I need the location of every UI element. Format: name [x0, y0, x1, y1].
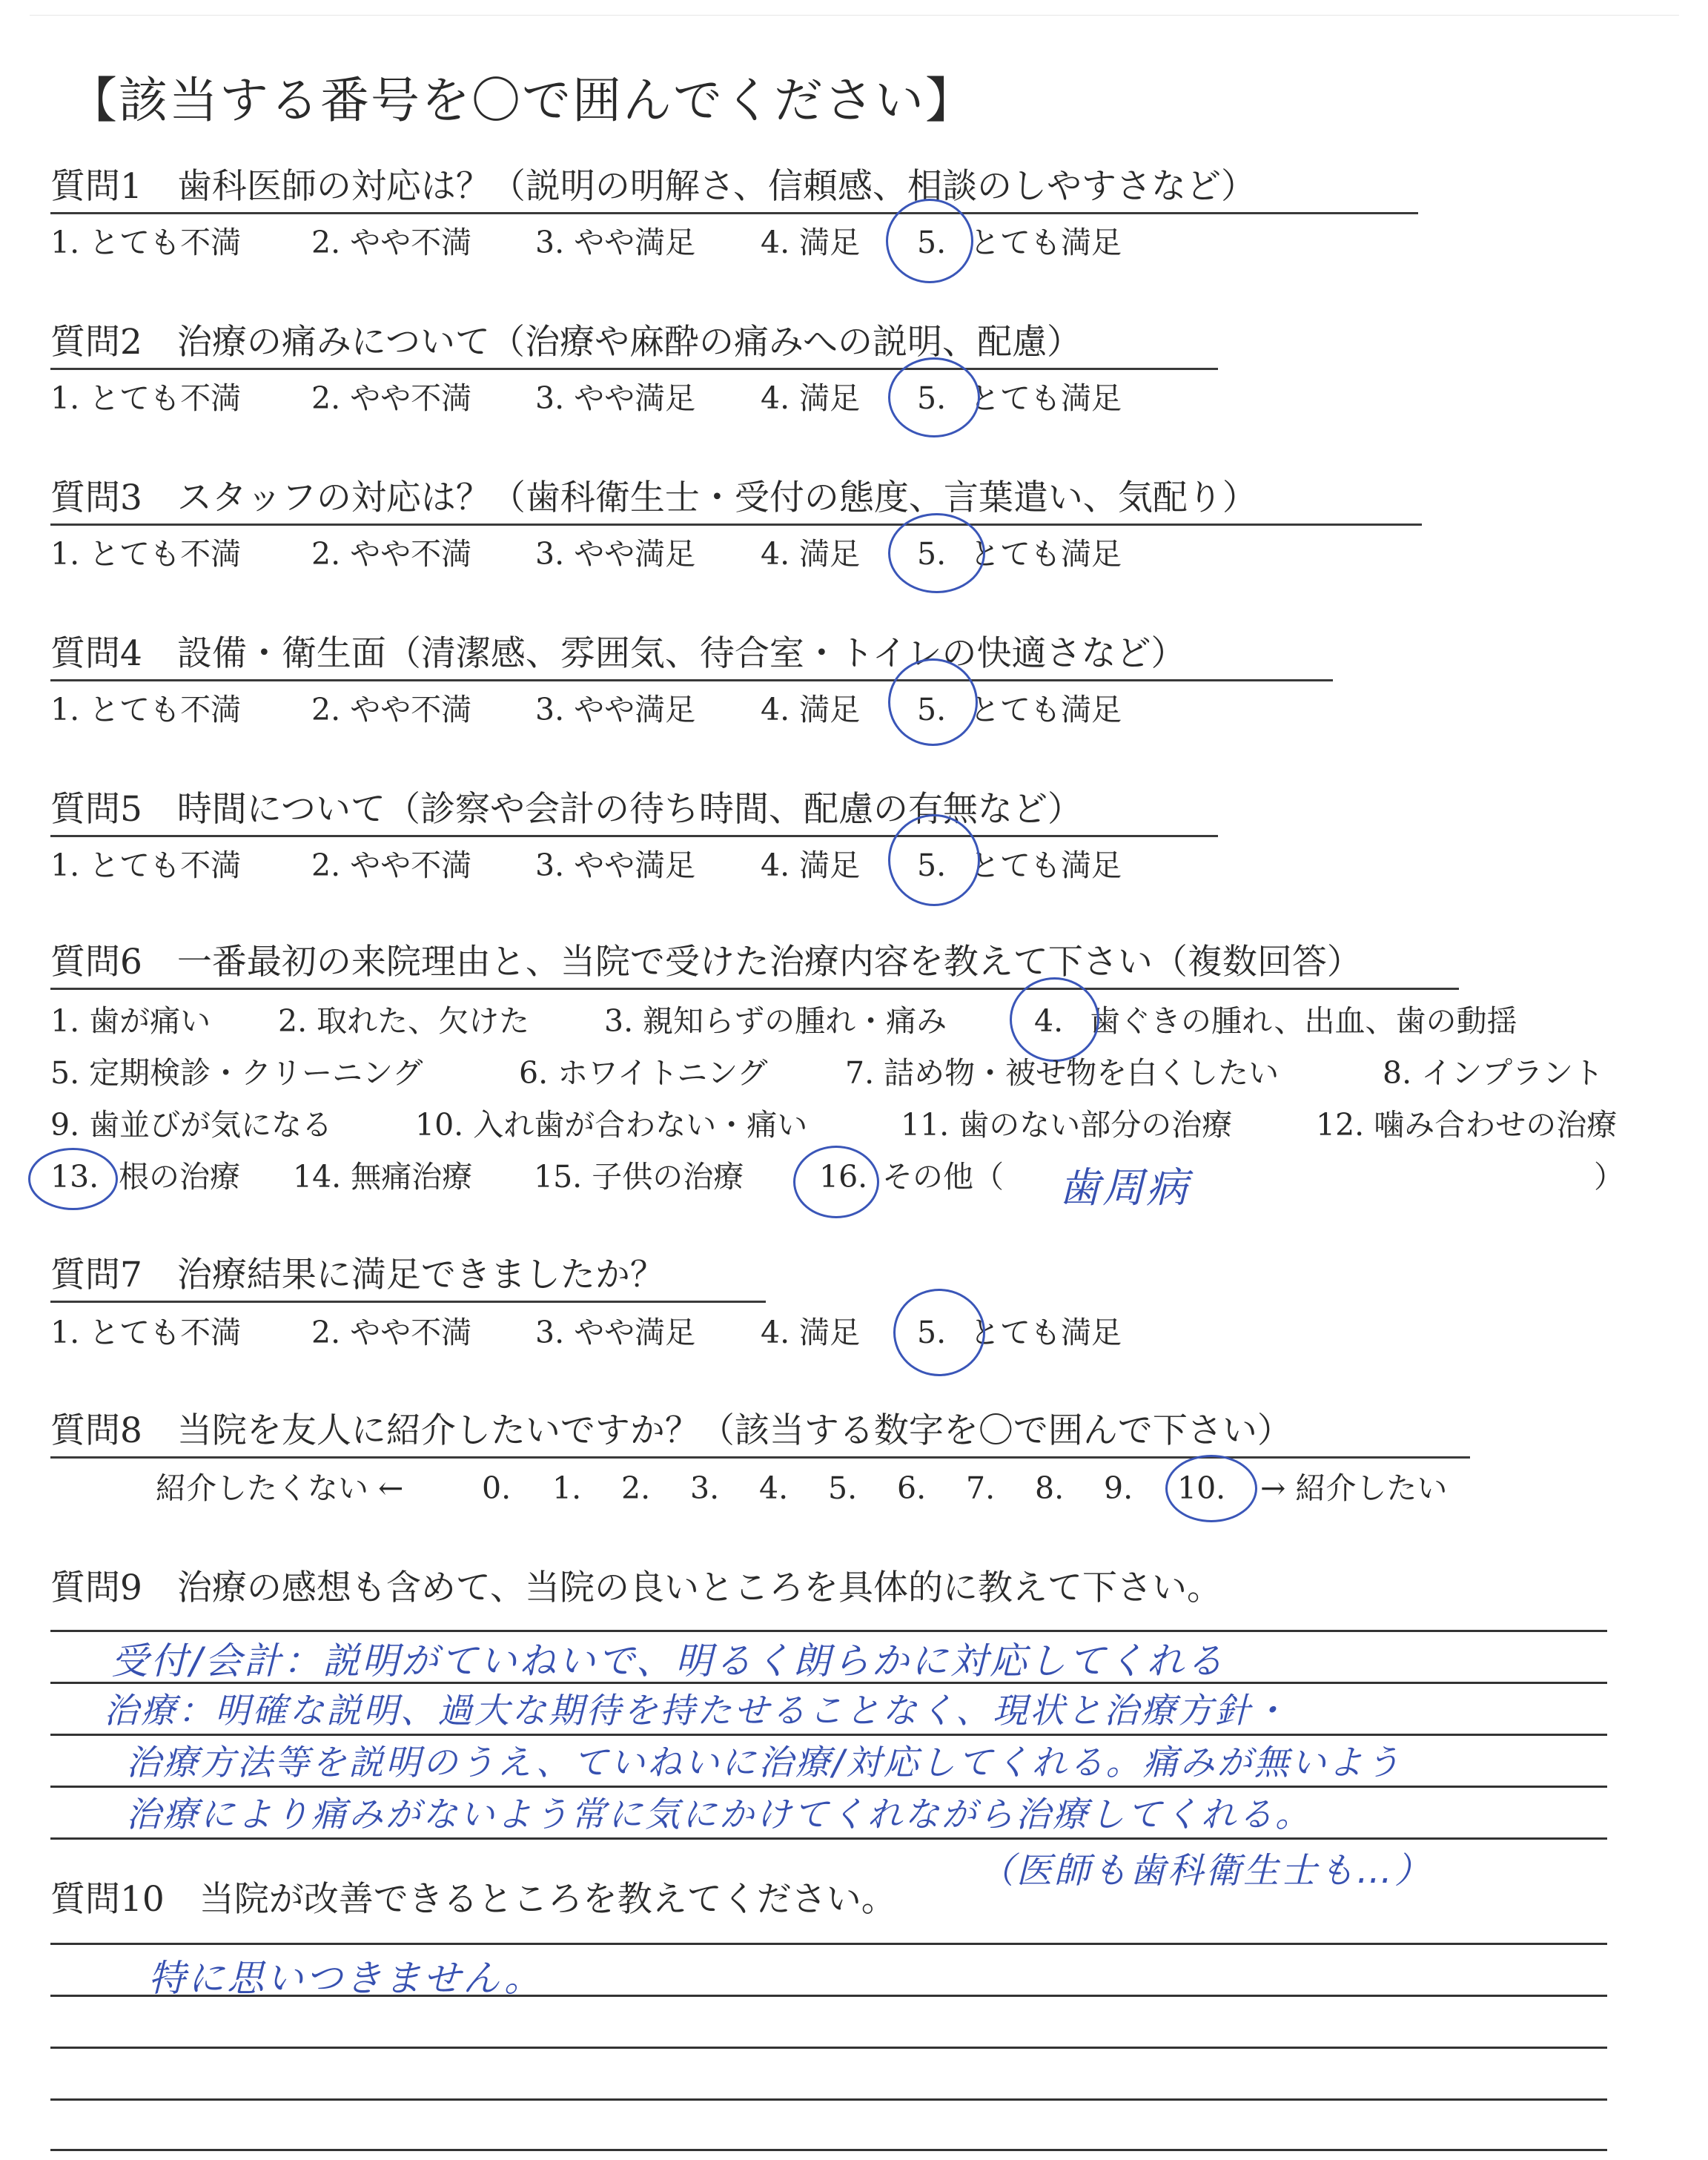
q8-opt-3[interactable]: 3. [690, 1470, 720, 1506]
q6-opt-12[interactable]: 12. 噛み合わせの治療 [1316, 1107, 1618, 1143]
q9-handwriting-2: 治療：明確な説明、過大な期待を持たせることなく、現状と治療方針・ [104, 1691, 1290, 1731]
q7-opt-4[interactable]: 4. 満足 [761, 1315, 861, 1350]
q6-opt-2[interactable]: 2. 取れた、欠けた [278, 1003, 530, 1039]
q10-line-3 [50, 2047, 1607, 2049]
q3-opt-3[interactable]: 3. やや満足 [535, 536, 696, 572]
q5-opt-1[interactable]: 1. とても不満 [50, 848, 242, 883]
q6-opt-5[interactable]: 5. 定期検診・クリーニング [50, 1055, 423, 1091]
q9-title: 質問9 治療の感想も含めて、当院の良いところを具体的に教えて下さい。 [50, 1568, 1222, 1608]
q8-underline [50, 1456, 1470, 1459]
q4-title: 質問4 設備・衛生面（清潔感、雰囲気、待合室・トイレの快適さなど） [50, 633, 1186, 674]
q6-opt-4[interactable]: 4. [1034, 1003, 1064, 1039]
q1-title: 質問1 歯科医師の対応は？（説明の明解さ、信頼感、相談のしやすさなど） [50, 166, 1257, 207]
q7-opt-3[interactable]: 3. やや満足 [535, 1315, 696, 1350]
q8-opt-6[interactable]: 6. [897, 1470, 927, 1506]
q5-title: 質問5 時間について（診察や会計の待ち時間、配慮の有無など） [50, 789, 1082, 830]
q6-opt-16-circle [793, 1146, 879, 1218]
q4-opt-5-label: とても満足 [970, 692, 1122, 727]
q2-opt-4[interactable]: 4. 満足 [761, 380, 861, 416]
q7-underline [50, 1301, 766, 1303]
q3-underline [50, 524, 1422, 526]
q6-other-handwritten[interactable]: 歯周病 [1059, 1164, 1190, 1212]
q6-opt-16[interactable]: 16. [819, 1159, 868, 1195]
q8-opt-8[interactable]: 8. [1035, 1470, 1065, 1506]
q8-left-label: 紹介したくない ← [156, 1470, 404, 1506]
q6-other-label: その他（ [882, 1159, 1004, 1195]
q2-opt-5[interactable]: 5. [917, 380, 947, 416]
q1-opt-4[interactable]: 4. 満足 [761, 225, 861, 260]
q4-opt-2[interactable]: 2. やや不満 [311, 692, 472, 727]
q4-underline [50, 679, 1333, 681]
q6-opt-7[interactable]: 7. 詰め物・被せ物を白くしたい [845, 1055, 1280, 1091]
top-border [30, 15, 1679, 16]
q6-opt-4-circle [1010, 977, 1099, 1062]
q1-selection-circle [886, 199, 973, 283]
q6-opt-11[interactable]: 11. 歯のない部分の治療 [901, 1107, 1233, 1143]
q7-opt-5[interactable]: 5. [917, 1315, 947, 1350]
q6-opt-4-label: 歯ぐきの腫れ、出血、歯の動揺 [1090, 1003, 1517, 1039]
q5-opt-2[interactable]: 2. やや不満 [311, 848, 472, 883]
q3-opt-2[interactable]: 2. やや不満 [311, 536, 472, 572]
q8-right-label: → 紹介したい [1260, 1470, 1448, 1506]
q6-opt-3[interactable]: 3. 親知らずの腫れ・痛み [604, 1003, 947, 1039]
q8-opt-9[interactable]: 9. [1104, 1470, 1133, 1506]
q1-opt-5[interactable]: 5. [917, 225, 947, 260]
q2-opt-1[interactable]: 1. とても不満 [50, 380, 242, 416]
q2-opt-5-label: とても満足 [970, 380, 1122, 416]
q6-opt-9[interactable]: 9. 歯並びが気になる [50, 1107, 333, 1143]
form-header: 【該当する番号を〇で囲んでください】 [68, 72, 976, 129]
q6-opt-10[interactable]: 10. 入れ歯が合わない・痛い [415, 1107, 808, 1143]
q3-opt-4[interactable]: 4. 満足 [761, 536, 861, 572]
q5-opt-5-label: とても満足 [970, 848, 1122, 883]
q6-underline [50, 988, 1459, 990]
q2-opt-3[interactable]: 3. やや満足 [535, 380, 696, 416]
q1-opt-2[interactable]: 2. やや不満 [311, 225, 472, 260]
q9-handwriting-1: 受付/会計：説明がていねいで、明るく朗らかに対応してくれる [111, 1639, 1225, 1682]
q6-opt-15[interactable]: 15. 子供の治療 [534, 1159, 744, 1195]
q6-opt-13[interactable]: 13. [50, 1159, 99, 1195]
q1-opt-3[interactable]: 3. やや満足 [535, 225, 696, 260]
q10-line-5 [50, 2149, 1607, 2151]
q8-opt-10[interactable]: 10. [1177, 1470, 1226, 1506]
q9-handwriting-3: 治療方法等を説明のうえ、ていねいに治療/対応してくれる。痛みが無いよう [126, 1743, 1403, 1783]
q10-title: 質問10 当院が改善できるところを教えてください。 [50, 1879, 896, 1920]
q6-opt-1[interactable]: 1. 歯が痛い [50, 1003, 211, 1039]
q8-opt-2[interactable]: 2. [621, 1470, 651, 1506]
q6-opt-14[interactable]: 14. 無痛治療 [293, 1159, 473, 1195]
q4-opt-5[interactable]: 5. [917, 692, 947, 727]
q6-opt-8[interactable]: 8. インプラント [1383, 1055, 1604, 1091]
q4-selection-circle [888, 658, 978, 746]
q8-selection-circle [1165, 1455, 1257, 1522]
q3-title: 質問3 スタッフの対応は？（歯科衛生士・受付の態度、言葉遣い、気配り） [50, 478, 1257, 518]
q9-line-5 [50, 1837, 1607, 1840]
q6-opt-13-circle [28, 1148, 118, 1210]
q6-opt-6[interactable]: 6. ホワイトニング [519, 1055, 768, 1091]
q2-opt-2[interactable]: 2. やや不満 [311, 380, 472, 416]
q3-opt-1[interactable]: 1. とても不満 [50, 536, 242, 572]
q5-opt-3[interactable]: 3. やや満足 [535, 848, 696, 883]
q7-opt-2[interactable]: 2. やや不満 [311, 1315, 472, 1350]
q5-opt-4[interactable]: 4. 満足 [761, 848, 861, 883]
q8-opt-1[interactable]: 1. [552, 1470, 582, 1506]
q4-opt-4[interactable]: 4. 満足 [761, 692, 861, 727]
q7-title: 質問7 治療結果に満足できましたか？ [50, 1255, 665, 1295]
q2-title: 質問2 治療の痛みについて（治療や麻酔の痛みへの説明、配慮） [50, 322, 1082, 363]
q1-opt-5-label: とても満足 [970, 225, 1122, 260]
q8-opt-4[interactable]: 4. [759, 1470, 789, 1506]
q1-opt-1[interactable]: 1. とても不満 [50, 225, 242, 260]
q7-opt-1[interactable]: 1. とても不満 [50, 1315, 242, 1350]
q5-selection-circle [888, 814, 980, 906]
q2-underline [50, 368, 1218, 370]
q5-opt-5[interactable]: 5. [917, 848, 947, 883]
q9-handwriting-4: 治療により痛みがないよう常に気にかけてくれながら治療してくれる。 [126, 1794, 1312, 1835]
q9-handwriting-5: （医師も歯科衛生士も…） [979, 1850, 1433, 1892]
q3-opt-5-label: とても満足 [970, 536, 1122, 572]
q10-handwriting: 特に思いつきません。 [148, 1957, 543, 2000]
q1-underline [50, 212, 1418, 214]
q8-opt-0[interactable]: 0. [482, 1470, 512, 1506]
q8-opt-5[interactable]: 5. [828, 1470, 858, 1506]
q6-opt-13-label: 根の治療 [119, 1159, 240, 1195]
q3-selection-circle [888, 513, 985, 593]
q8-opt-7[interactable]: 7. [966, 1470, 996, 1506]
q7-selection-circle [893, 1289, 985, 1376]
q10-line-1 [50, 1943, 1607, 1945]
q8-title: 質問8 当院を友人に紹介したいですか？（該当する数字を〇で囲んで下さい） [50, 1410, 1292, 1451]
q4-opt-1[interactable]: 1. とても不満 [50, 692, 242, 727]
q4-opt-3[interactable]: 3. やや満足 [535, 692, 696, 727]
q6-title: 質問6 一番最初の来院理由と、当院で受けた治療内容を教えて下さい（複数回答） [50, 942, 1362, 982]
q2-selection-circle [888, 357, 980, 437]
q6-other-close: ） [1594, 1159, 1624, 1195]
q10-line-4 [50, 2098, 1607, 2101]
q3-opt-5[interactable]: 5. [917, 536, 947, 572]
q5-underline [50, 835, 1218, 837]
q7-opt-5-label: とても満足 [970, 1315, 1122, 1350]
